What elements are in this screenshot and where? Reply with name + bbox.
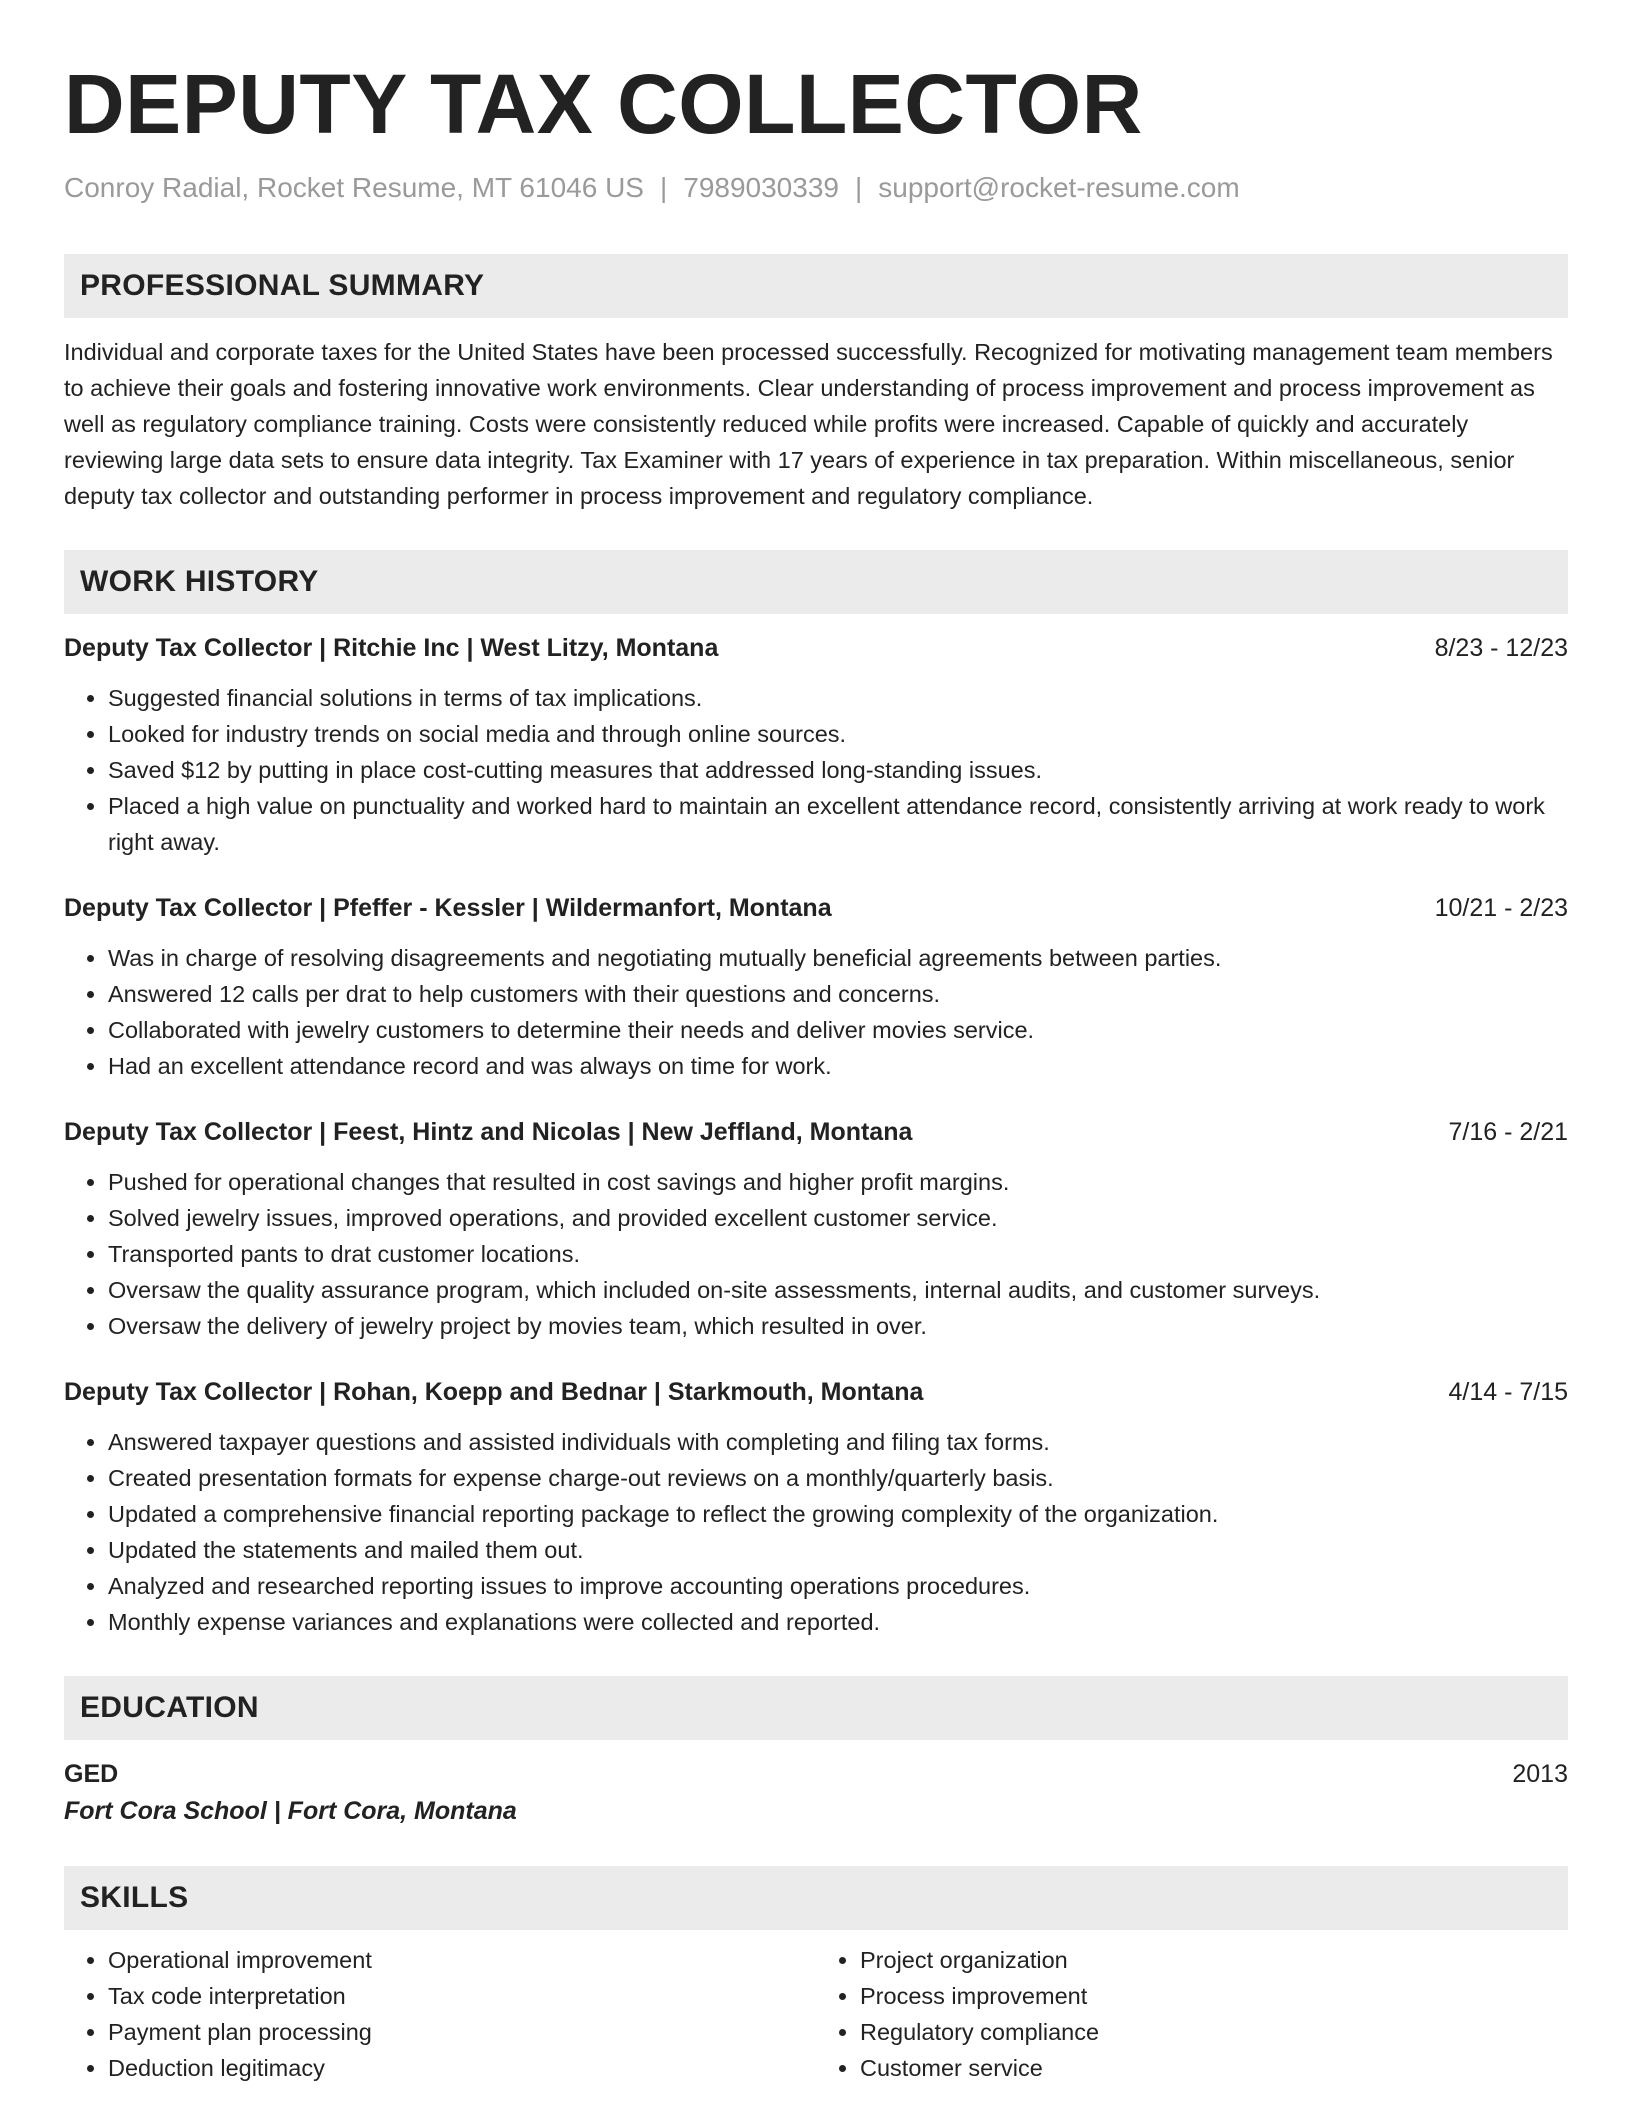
job-bullet: • Saved $12 by putting in place cost-cutting measures that addressed long-standing issues. [108,752,1568,788]
contact-separator: | [659,172,668,203]
job-bullet: • Monthly expense variances and explanations were collected and reported. [108,1604,1568,1640]
section-header-skills: SKILLS [64,1866,1568,1930]
job-entry [64,1374,1568,1640]
skill-item: • Tax code interpretation [108,1978,816,2014]
job-bullet: • Looked for industry trends on social media and through online sources. [108,716,1568,752]
contact-email: support@rocket-resume.com [878,172,1240,203]
skill-item: • Customer service [860,2050,1568,2086]
job-title: Deputy Tax Collector | Pfeffer - Kessler | Wildermanfort, Montana [64,894,832,922]
job-bullet: • Collaborated with jewelry customers to determine their needs and deliver movies service. [108,1012,1568,1048]
job-bullet: • Transported pants to drat customer locations. [108,1236,1568,1272]
section-header-work-history: WORK HISTORY [64,550,1568,614]
skills-column-right [816,1942,1568,2086]
job-bullet: • Had an excellent attendance record and was always on time for work. [108,1048,1568,1084]
job-title: Deputy Tax Collector | Feest, Hintz and Nicolas | New Jeffland, Montana [64,1118,913,1146]
skill-item: • Project organization [860,1942,1568,1978]
skill-item: • Process improvement [860,1978,1568,2014]
job-title: Deputy Tax Collector | Ritchie Inc | West Litzy, Montana [64,634,719,662]
job-dates: 7/16 - 2/21 [1448,1118,1568,1146]
education-school: Fort Cora School | Fort Cora, Montana [64,1797,517,1825]
section-header-education: EDUCATION [64,1676,1568,1740]
job-entry [64,630,1568,860]
job-bullets [64,1164,1568,1344]
job-bullet: • Answered 12 calls per drat to help customers with their questions and concerns. [108,976,1568,1012]
job-entry [64,890,1568,1084]
job-bullets [64,680,1568,860]
job-bullet: • Solved jewelry issues, improved operations, and provided excellent customer service. [108,1200,1568,1236]
skills-list [64,1942,1568,2086]
job-bullet: • Pushed for operational changes that resulted in cost savings and higher profit margins. [108,1164,1568,1200]
contact-phone: 7989030339 [683,172,839,203]
contact-line [64,170,1568,206]
job-bullet: • Answered taxpayer questions and assisted individuals with completing and filing tax forms. [108,1424,1568,1460]
job-entry [64,1114,1568,1344]
candidate-title: DEPUTY TAX COLLECTOR [64,57,1143,151]
education-entry [64,1756,1568,1830]
job-bullet: • Created presentation formats for expense charge-out reviews on a monthly/quarterly basis. [108,1460,1568,1496]
skill-item: • Operational improvement [108,1942,816,1978]
skills-column-left [64,1942,816,2086]
job-bullet: • Oversaw the delivery of jewelry project by movies team, which resulted in over. [108,1308,1568,1344]
job-bullet: • Oversaw the quality assurance program, which included on-site assessments, internal audits, and customer surveys. [108,1272,1568,1308]
job-bullet: • Updated the statements and mailed them out. [108,1532,1568,1568]
education-degree: GED [64,1760,119,1788]
section-header-summary: PROFESSIONAL SUMMARY [64,254,1568,318]
summary-text: Individual and corporate taxes for the United States have been processed successfully. Recognized for motivating management team members to achieve their goals and fostering innovative work environments. Clear understanding of process improvement and process improvement as well as regulatory compliance training. Costs were consistently reduced while profits were increased. Capable of quickly and accurately reviewing large data sets to ensure data integrity. Tax Examiner with 17 years of experience in tax preparation. Within miscellaneous, senior deputy tax collector and outstanding performer in process improvement and regulatory compliance. [64,339,1553,509]
job-bullets [64,940,1568,1084]
job-bullet: • Updated a comprehensive financial reporting package to reflect the growing complexity of the organization. [108,1496,1568,1532]
skill-item: • Regulatory compliance [860,2014,1568,2050]
job-dates: 10/21 - 2/23 [1434,894,1568,922]
education-year: 2013 [1512,1760,1568,1788]
skill-item: • Deduction legitimacy [108,2050,816,2086]
contact-separator: | [854,172,863,203]
job-bullet: • Suggested financial solutions in terms of tax implications. [108,680,1568,716]
job-dates: 4/14 - 7/15 [1448,1378,1568,1406]
job-bullets [64,1424,1568,1640]
job-bullet: • Was in charge of resolving disagreements and negotiating mutually beneficial agreements between parties. [108,940,1568,976]
job-bullet: • Analyzed and researched reporting issues to improve accounting operations procedures. [108,1568,1568,1604]
contact-address: Conroy Radial, Rocket Resume, MT 61046 US [64,172,644,203]
skill-item: • Payment plan processing [108,2014,816,2050]
job-bullet: • Placed a high value on punctuality and worked hard to maintain an excellent attendance record, consistently arriving at work ready to work right away. [108,788,1568,860]
job-dates: 8/23 - 12/23 [1434,634,1568,662]
job-title: Deputy Tax Collector | Rohan, Koepp and Bednar | Starkmouth, Montana [64,1378,924,1406]
